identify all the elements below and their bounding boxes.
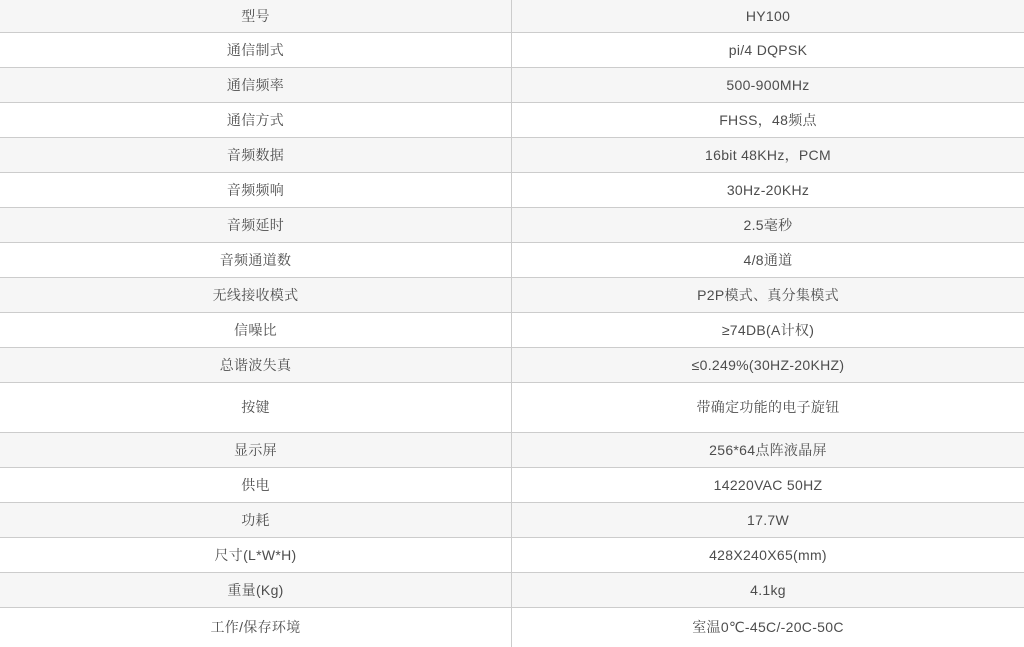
table-row [0,208,1024,243]
table-row [0,348,1024,383]
spec-value: FHSS，48频点 [719,111,817,128]
spec-value: P2P模式、真分集模式 [697,286,839,303]
spec-value: 带确定功能的电子旋钮 [696,399,840,416]
spec-value: 4/8通道 [743,251,793,268]
spec-value: 14220VAC 50HZ [713,476,823,493]
spec-label: 型号 [0,0,512,32]
table-row [0,313,1024,348]
spec-label: 重量(Kg) [0,573,512,607]
spec-label: 通信制式 [0,33,512,67]
table-row [0,33,1024,68]
table-row [0,103,1024,138]
table-row [0,538,1024,573]
spec-label: 工作/保存环境 [0,608,512,647]
spec-label: 通信方式 [0,103,512,137]
table-row [0,243,1024,278]
table-row [0,278,1024,313]
spec-value: 2.5毫秒 [743,216,793,233]
table-row [0,68,1024,103]
spec-label: 音频延时 [0,208,512,242]
table-row [0,173,1024,208]
spec-value: 30Hz-20KHz [726,181,810,198]
spec-label: 功耗 [0,503,512,537]
spec-value: pi/4 DQPSK [728,41,808,58]
spec-value: ≥74DB(A计权) [721,321,815,338]
table-row [0,503,1024,538]
spec-value: 4.1kg [750,581,786,598]
table-row [0,138,1024,173]
table-row [0,433,1024,468]
spec-value: 428X240X65(mm) [709,546,827,563]
spec-label: 尺寸(L*W*H) [0,538,512,572]
table-row [0,383,1024,433]
table-row [0,608,1024,647]
spec-label: 音频数据 [0,138,512,172]
spec-value: ≤0.249%(30HZ-20KHZ) [691,356,845,373]
spec-label: 总谐波失真 [0,348,512,382]
spec-label: 无线接收模式 [0,278,512,312]
spec-label: 供电 [0,468,512,502]
spec-label: 按键 [0,383,512,432]
table-row [0,468,1024,503]
table-row [0,573,1024,608]
spec-label: 信噪比 [0,313,512,347]
spec-value: 500-900MHz [726,76,810,93]
spec-value: 室温0℃-45C/-20C-50C [692,619,844,636]
spec-label: 音频频响 [0,173,512,207]
spec-label: 通信频率 [0,68,512,102]
spec-value: 16bit 48KHz，PCM [705,146,831,163]
spec-value: 256*64点阵液晶屏 [709,441,827,458]
spec-value: 17.7W [747,511,789,528]
spec-label: 音频通道数 [0,243,512,277]
spec-label: 显示屏 [0,433,512,467]
table-row [0,0,1024,33]
spec-value: HY100 [745,7,791,24]
